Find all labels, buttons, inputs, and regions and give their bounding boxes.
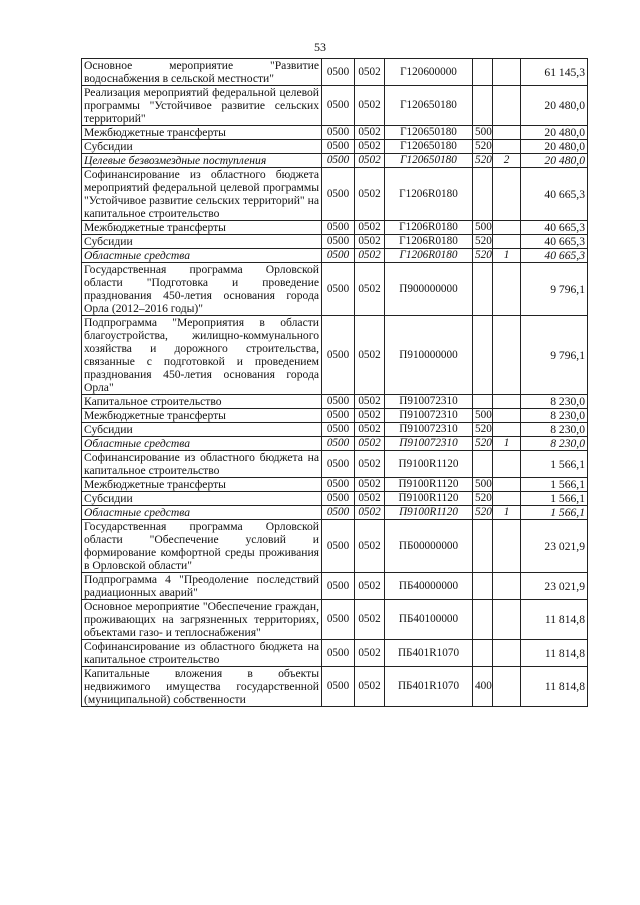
cell-target-article: П9100R1120 xyxy=(385,506,473,520)
cell-target-article: Г1206R0180 xyxy=(385,235,473,249)
cell-section: 0500 xyxy=(322,573,355,600)
cell-section: 0500 xyxy=(322,520,355,573)
cell-subsection: 0502 xyxy=(355,235,385,249)
cell-target-article: П910072310 xyxy=(385,395,473,409)
table-row xyxy=(82,221,588,235)
cell-section: 0500 xyxy=(322,437,355,451)
cell-expense-type xyxy=(473,168,493,221)
cell-section: 0500 xyxy=(322,126,355,140)
table-row xyxy=(82,520,588,573)
cell-amount: 20 480,0 xyxy=(521,154,588,168)
cell-target-article: П9100R1120 xyxy=(385,451,473,478)
cell-subsection: 0502 xyxy=(355,409,385,423)
cell-expense-type xyxy=(473,520,493,573)
cell-section: 0500 xyxy=(322,86,355,126)
table-row xyxy=(82,478,588,492)
table-row xyxy=(82,573,588,600)
cell-section: 0500 xyxy=(322,59,355,86)
table-row xyxy=(82,437,588,451)
budget-table-body xyxy=(82,59,588,707)
cell-funding-source xyxy=(493,395,521,409)
cell-target-article: П910000000 xyxy=(385,316,473,395)
cell-amount: 8 230,0 xyxy=(521,409,588,423)
cell-amount: 1 566,1 xyxy=(521,451,588,478)
cell-name: Софинансирование из областного бюджета мероприятий федеральной целевой программы "Устойчивое развитие сельских территорий" на капитальное строительство xyxy=(82,168,322,221)
cell-target-article: Г120650180 xyxy=(385,140,473,154)
cell-amount: 40 665,3 xyxy=(521,168,588,221)
cell-amount: 40 665,3 xyxy=(521,221,588,235)
cell-subsection: 0502 xyxy=(355,168,385,221)
cell-expense-type: 400 xyxy=(473,667,493,707)
cell-subsection: 0502 xyxy=(355,221,385,235)
table-row xyxy=(82,316,588,395)
cell-expense-type: 520 xyxy=(473,140,493,154)
cell-expense-type xyxy=(473,451,493,478)
cell-amount: 23 021,9 xyxy=(521,573,588,600)
cell-amount: 11 814,8 xyxy=(521,600,588,640)
cell-expense-type: 520 xyxy=(473,249,493,263)
cell-expense-type: 520 xyxy=(473,235,493,249)
table-row xyxy=(82,451,588,478)
cell-amount: 9 796,1 xyxy=(521,316,588,395)
cell-funding-source: 2 xyxy=(493,154,521,168)
cell-subsection: 0502 xyxy=(355,86,385,126)
cell-name: Межбюджетные трансферты xyxy=(82,126,322,140)
cell-expense-type xyxy=(473,86,493,126)
cell-target-article: П900000000 xyxy=(385,263,473,316)
cell-name: Государственная программа Орловской области "Подготовка и проведение празднования 450-летия основания города Орла (2012–2016 годы)" xyxy=(82,263,322,316)
cell-funding-source xyxy=(493,640,521,667)
cell-amount: 8 230,0 xyxy=(521,437,588,451)
cell-target-article: П910072310 xyxy=(385,423,473,437)
cell-funding-source xyxy=(493,492,521,506)
cell-expense-type xyxy=(473,600,493,640)
cell-subsection: 0502 xyxy=(355,249,385,263)
cell-section: 0500 xyxy=(322,478,355,492)
cell-amount: 40 665,3 xyxy=(521,249,588,263)
table-row xyxy=(82,154,588,168)
cell-subsection: 0502 xyxy=(355,316,385,395)
cell-funding-source xyxy=(493,409,521,423)
cell-subsection: 0502 xyxy=(355,520,385,573)
cell-section: 0500 xyxy=(322,395,355,409)
cell-funding-source xyxy=(493,59,521,86)
budget-table xyxy=(81,58,588,707)
table-row xyxy=(82,140,588,154)
cell-name: Подпрограмма "Мероприятия в области благоустройства, жилищно-коммунального хозяйства и дорожного строительства, связанные с подготовкой и проведением празднования 450-летия основания города Орла" xyxy=(82,316,322,395)
cell-target-article: ПБ40000000 xyxy=(385,573,473,600)
cell-expense-type: 500 xyxy=(473,126,493,140)
cell-expense-type: 520 xyxy=(473,437,493,451)
table-row xyxy=(82,423,588,437)
cell-name: Основное мероприятие "Развитие водоснабжения в сельской местности" xyxy=(82,59,322,86)
cell-section: 0500 xyxy=(322,140,355,154)
cell-subsection: 0502 xyxy=(355,573,385,600)
table-row xyxy=(82,235,588,249)
cell-funding-source xyxy=(493,573,521,600)
cell-subsection: 0502 xyxy=(355,506,385,520)
cell-target-article: ПБ401R1070 xyxy=(385,640,473,667)
cell-subsection: 0502 xyxy=(355,600,385,640)
cell-section: 0500 xyxy=(322,423,355,437)
cell-amount: 9 796,1 xyxy=(521,263,588,316)
table-row xyxy=(82,395,588,409)
cell-name: Софинансирование из областного бюджета на капитальное строительство xyxy=(82,640,322,667)
table-row xyxy=(82,126,588,140)
cell-name: Областные средства xyxy=(82,506,322,520)
cell-section: 0500 xyxy=(322,506,355,520)
cell-funding-source xyxy=(493,235,521,249)
cell-amount: 1 566,1 xyxy=(521,492,588,506)
cell-subsection: 0502 xyxy=(355,451,385,478)
cell-section: 0500 xyxy=(322,667,355,707)
cell-section: 0500 xyxy=(322,451,355,478)
cell-amount: 20 480,0 xyxy=(521,86,588,126)
cell-section: 0500 xyxy=(322,492,355,506)
cell-funding-source: 1 xyxy=(493,249,521,263)
cell-expense-type xyxy=(473,263,493,316)
cell-amount: 11 814,8 xyxy=(521,667,588,707)
cell-target-article: Г120600000 xyxy=(385,59,473,86)
cell-section: 0500 xyxy=(322,249,355,263)
cell-funding-source xyxy=(493,520,521,573)
cell-name: Межбюджетные трансферты xyxy=(82,478,322,492)
cell-funding-source xyxy=(493,478,521,492)
cell-name: Областные средства xyxy=(82,437,322,451)
cell-name: Субсидии xyxy=(82,423,322,437)
cell-funding-source xyxy=(493,86,521,126)
cell-target-article: П910072310 xyxy=(385,437,473,451)
cell-name: Капитальное строительство xyxy=(82,395,322,409)
cell-funding-source xyxy=(493,600,521,640)
cell-amount: 8 230,0 xyxy=(521,395,588,409)
cell-funding-source xyxy=(493,126,521,140)
cell-funding-source xyxy=(493,423,521,437)
cell-target-article: Г120650180 xyxy=(385,126,473,140)
cell-subsection: 0502 xyxy=(355,437,385,451)
cell-subsection: 0502 xyxy=(355,492,385,506)
cell-amount: 20 480,0 xyxy=(521,126,588,140)
cell-funding-source xyxy=(493,451,521,478)
table-row xyxy=(82,667,588,707)
cell-name: Государственная программа Орловской области "Обеспечение условий и формирование комфортной среды проживания в Орловской области" xyxy=(82,520,322,573)
cell-amount: 23 021,9 xyxy=(521,520,588,573)
cell-subsection: 0502 xyxy=(355,59,385,86)
cell-name: Софинансирование из областного бюджета на капитальное строительство xyxy=(82,451,322,478)
cell-amount: 1 566,1 xyxy=(521,478,588,492)
table-row xyxy=(82,409,588,423)
cell-name: Субсидии xyxy=(82,492,322,506)
cell-name: Подпрограмма 4 "Преодоление последствий радиационных аварий" xyxy=(82,573,322,600)
table-row xyxy=(82,168,588,221)
cell-expense-type xyxy=(473,316,493,395)
cell-funding-source: 1 xyxy=(493,437,521,451)
cell-name: Межбюджетные трансферты xyxy=(82,409,322,423)
cell-subsection: 0502 xyxy=(355,640,385,667)
cell-amount: 1 566,1 xyxy=(521,506,588,520)
cell-section: 0500 xyxy=(322,316,355,395)
cell-name: Субсидии xyxy=(82,235,322,249)
cell-expense-type: 520 xyxy=(473,492,493,506)
cell-expense-type xyxy=(473,395,493,409)
cell-name: Реализация мероприятий федеральной целевой программы "Устойчивое развитие сельских территорий" xyxy=(82,86,322,126)
cell-section: 0500 xyxy=(322,600,355,640)
table-row xyxy=(82,600,588,640)
cell-expense-type: 520 xyxy=(473,154,493,168)
cell-target-article: П9100R1120 xyxy=(385,478,473,492)
cell-funding-source: 1 xyxy=(493,506,521,520)
table-row xyxy=(82,263,588,316)
cell-expense-type: 500 xyxy=(473,409,493,423)
cell-target-article: Г1206R0180 xyxy=(385,249,473,263)
table-row xyxy=(82,640,588,667)
cell-expense-type xyxy=(473,59,493,86)
cell-subsection: 0502 xyxy=(355,478,385,492)
table-row xyxy=(82,506,588,520)
cell-target-article: ПБ00000000 xyxy=(385,520,473,573)
cell-target-article: П910072310 xyxy=(385,409,473,423)
cell-subsection: 0502 xyxy=(355,263,385,316)
cell-amount: 8 230,0 xyxy=(521,423,588,437)
cell-subsection: 0502 xyxy=(355,126,385,140)
cell-section: 0500 xyxy=(322,640,355,667)
table-row xyxy=(82,59,588,86)
cell-name: Субсидии xyxy=(82,140,322,154)
cell-section: 0500 xyxy=(322,168,355,221)
cell-name: Областные средства xyxy=(82,249,322,263)
cell-section: 0500 xyxy=(322,409,355,423)
cell-expense-type: 520 xyxy=(473,506,493,520)
cell-subsection: 0502 xyxy=(355,667,385,707)
cell-subsection: 0502 xyxy=(355,395,385,409)
cell-name: Целевые безвозмездные поступления xyxy=(82,154,322,168)
page-number: 53 xyxy=(314,40,326,54)
cell-name: Основное мероприятие "Обеспечение граждан, проживающих на загрязненных территориях, объектами газо- и теплоснабжения" xyxy=(82,600,322,640)
cell-target-article: Г120650180 xyxy=(385,154,473,168)
cell-funding-source xyxy=(493,316,521,395)
cell-amount: 20 480,0 xyxy=(521,140,588,154)
cell-target-article: ПБ40100000 xyxy=(385,600,473,640)
table-row xyxy=(82,492,588,506)
table-row xyxy=(82,86,588,126)
cell-target-article: ПБ401R1070 xyxy=(385,667,473,707)
cell-subsection: 0502 xyxy=(355,423,385,437)
table-row xyxy=(82,249,588,263)
cell-funding-source xyxy=(493,140,521,154)
cell-expense-type: 500 xyxy=(473,478,493,492)
cell-name: Межбюджетные трансферты xyxy=(82,221,322,235)
cell-section: 0500 xyxy=(322,154,355,168)
cell-funding-source xyxy=(493,263,521,316)
cell-subsection: 0502 xyxy=(355,140,385,154)
cell-expense-type: 520 xyxy=(473,423,493,437)
cell-funding-source xyxy=(493,168,521,221)
cell-expense-type: 500 xyxy=(473,221,493,235)
cell-amount: 40 665,3 xyxy=(521,235,588,249)
cell-target-article: П9100R1120 xyxy=(385,492,473,506)
cell-section: 0500 xyxy=(322,221,355,235)
cell-amount: 61 145,3 xyxy=(521,59,588,86)
cell-target-article: Г120650180 xyxy=(385,86,473,126)
cell-expense-type xyxy=(473,640,493,667)
cell-amount: 11 814,8 xyxy=(521,640,588,667)
cell-section: 0500 xyxy=(322,235,355,249)
cell-subsection: 0502 xyxy=(355,154,385,168)
cell-section: 0500 xyxy=(322,263,355,316)
cell-funding-source xyxy=(493,221,521,235)
cell-expense-type xyxy=(473,573,493,600)
cell-target-article: Г1206R0180 xyxy=(385,221,473,235)
cell-funding-source xyxy=(493,667,521,707)
cell-target-article: Г1206R0180 xyxy=(385,168,473,221)
cell-name: Капитальные вложения в объекты недвижимого имущества государственной (муниципальной) собственности xyxy=(82,667,322,707)
